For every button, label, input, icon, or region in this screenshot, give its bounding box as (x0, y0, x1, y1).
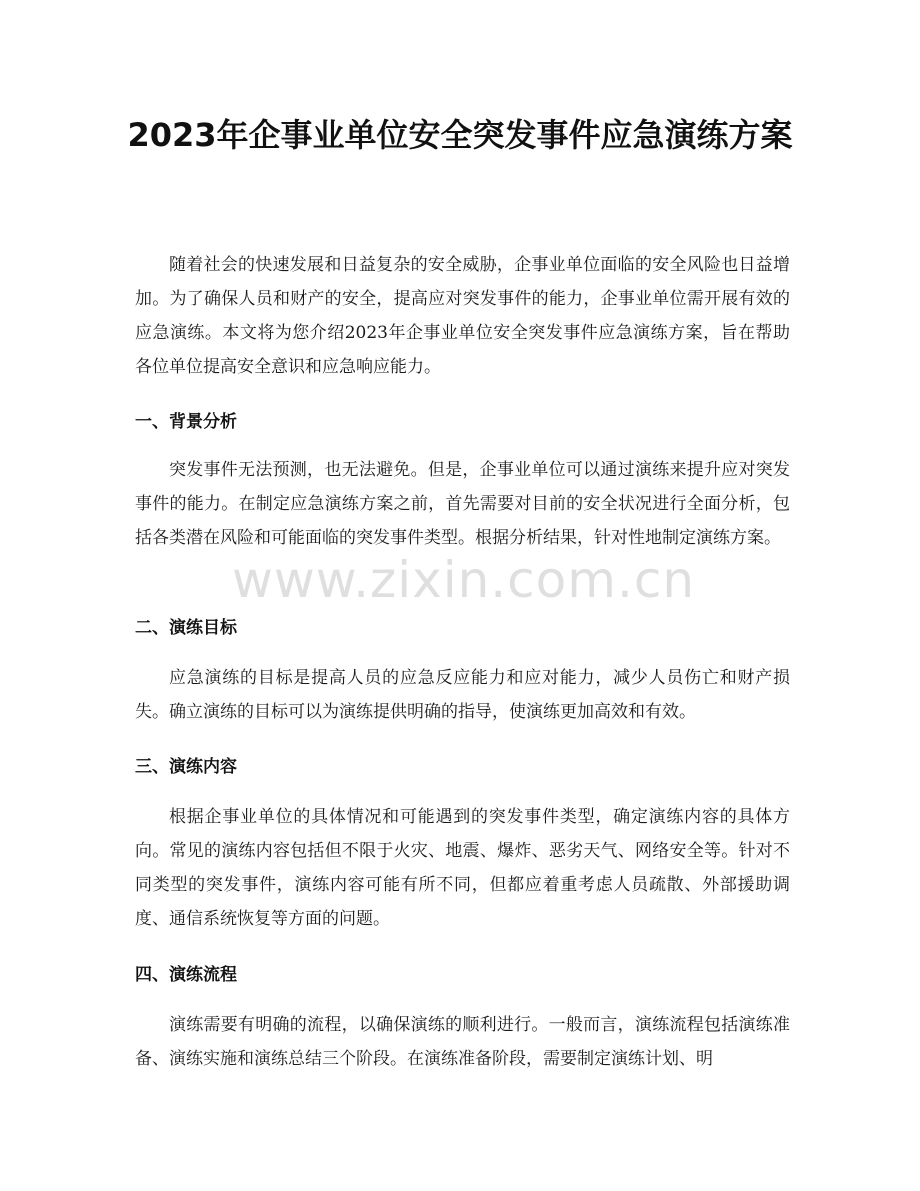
section-body-process: 演练需要有明确的流程，以确保演练的顺利进行。一般而言，演练流程包括演练准备、演练实施和演练总结三个阶段。在演练准备阶段，需要制定演练计划、明 (135, 1015, 790, 1069)
section-body-content: 根据企事业单位的具体情况和可能遇到的突发事件类型，确定演练内容的具体方向。常见的演练内容包括但不限于火灾、地震、爆炸、恶劣天气、网络安全等。针对不同类型的突发事件，演练内容可能有所不同，但都应着重考虑人员疏散、外部援助调度、通信系统恢复等方面的问题。 (135, 807, 790, 929)
watermark-text: www.zixin.com.cn (232, 551, 696, 609)
section-heading-background: 一、背景分析 (135, 412, 237, 432)
section-heading-content: 三、演练内容 (135, 757, 237, 777)
document-title: 2023年企事业单位安全突发事件应急演练方案 (127, 116, 793, 154)
intro-paragraph: 随着社会的快速发展和日益复杂的安全威胁，企事业单位面临的安全风险也日益增加。为了确保人员和财产的安全，提高应对突发事件的能力，企事业单位需开展有效的应急演练。本文将为您介绍2023年企事业单位安全突发事件应急演练方案，旨在帮助各位单位提高安全意识和应急响应能力。 (135, 255, 790, 377)
section-heading-process: 四、演练流程 (135, 965, 237, 985)
section-body-background: 突发事件无法预测，也无法避免。但是，企事业单位可以通过演练来提升应对突发事件的能力。在制定应急演练方案之前，首先需要对目前的安全状况进行全面分析，包括各类潜在风险和可能面临的突发事件类型。根据分析结果，针对性地制定演练方案。 (135, 460, 790, 548)
section-heading-goals: 二、演练目标 (135, 618, 237, 638)
section-body-goals: 应急演练的目标是提高人员的应急反应能力和应对能力，减少人员伤亡和财产损失。确立演练的目标可以为演练提供明确的指导，使演练更加高效和有效。 (135, 668, 790, 722)
